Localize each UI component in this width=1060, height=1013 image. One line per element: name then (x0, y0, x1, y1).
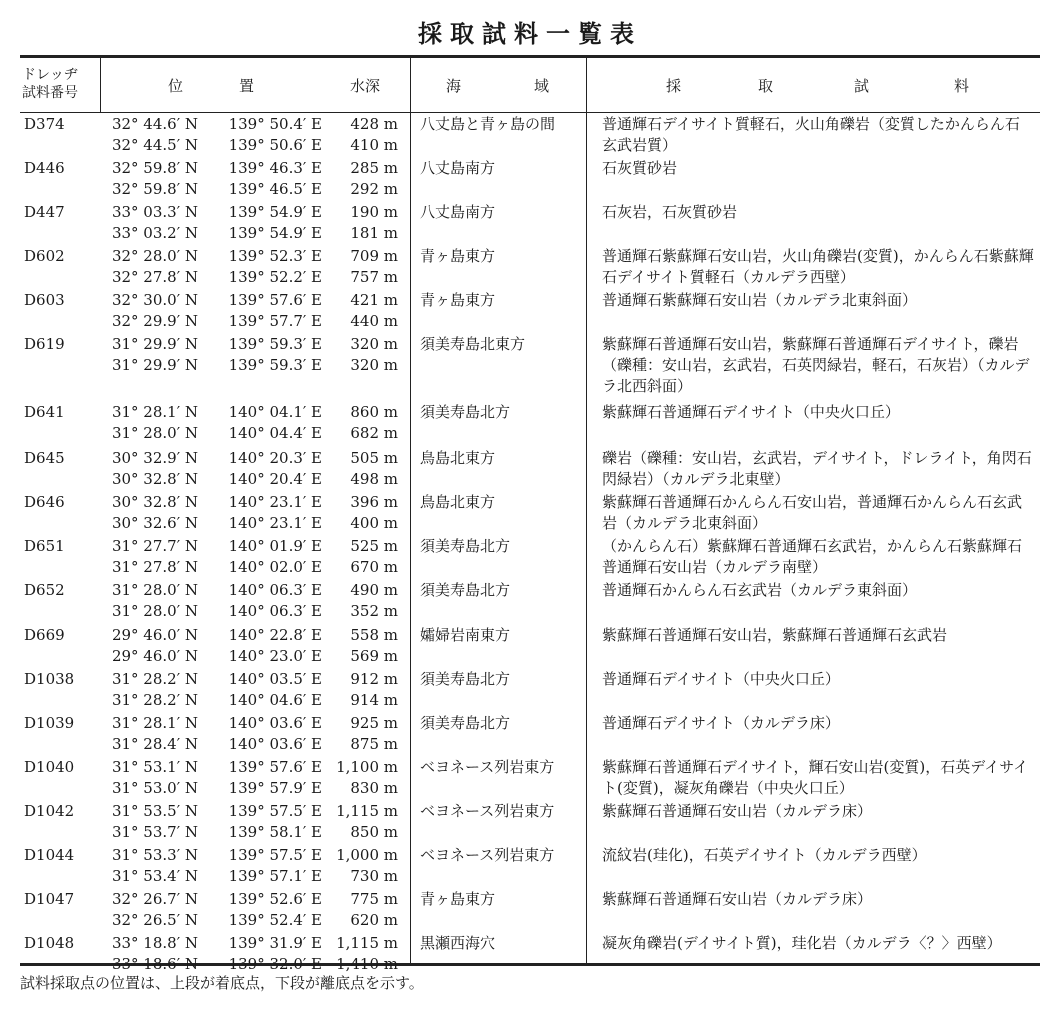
landing-depth: 860 m (350, 403, 398, 421)
landing-longitude: 139° 54.9′ E (228, 203, 322, 221)
sea-area: 孀婦岩南東方 (420, 626, 511, 644)
divider (410, 58, 411, 963)
landing-latitude: 31° 28.1′ N (111, 714, 198, 732)
sample-description: 普通輝石デイサイト質軽石，火山角礫岩（変質したかんらん石玄武岩質） (602, 115, 1020, 154)
lift-longitude: 140° 02.0′ E (228, 558, 322, 576)
lift-depth: 569 m (350, 647, 398, 665)
sample-description: 普通輝石かんらん石玄武岩（カルデラ東斜面） (602, 581, 918, 599)
landing-longitude: 140° 01.9′ E (228, 537, 322, 555)
sample-description: 流紋岩(珪化)，石英デイサイト（カルデラ西壁） (602, 846, 927, 864)
lift-latitude: 32° 26.5′ N (111, 911, 198, 929)
landing-latitude: 31° 53.1′ N (111, 758, 198, 776)
landing-latitude: 31° 27.7′ N (111, 537, 198, 555)
lift-longitude: 139° 54.9′ E (228, 224, 322, 242)
lift-latitude: 30° 32.6′ N (111, 514, 198, 532)
lift-latitude: 31° 53.7′ N (111, 823, 198, 841)
landing-longitude: 139° 57.6′ E (228, 758, 322, 776)
lift-depth: 914 m (350, 691, 398, 709)
lift-latitude: 31° 53.4′ N (111, 867, 198, 885)
lift-depth: 181 m (350, 224, 398, 242)
sample-table (20, 55, 1040, 973)
page-title: 採取試料一覧表 (418, 19, 642, 48)
dredge-id: D646 (24, 493, 65, 511)
lift-depth: 498 m (350, 470, 398, 488)
landing-longitude: 139° 52.3′ E (228, 247, 322, 265)
lift-longitude: 139° 59.3′ E (228, 356, 322, 374)
landing-latitude: 31° 28.2′ N (111, 670, 198, 688)
lift-latitude: 31° 53.0′ N (111, 779, 198, 797)
sea-area: 須美寿島北方 (420, 537, 511, 555)
sample-description: 普通輝石デイサイト（中央火口丘） (602, 670, 840, 688)
landing-latitude: 31° 53.5′ N (111, 802, 198, 820)
landing-depth: 925 m (350, 714, 398, 732)
landing-depth: 428 m (350, 115, 398, 133)
lift-longitude: 139° 52.2′ E (228, 268, 322, 286)
landing-longitude: 140° 03.5′ E (228, 670, 322, 688)
lift-depth: 410 m (350, 136, 398, 154)
lift-latitude: 32° 27.8′ N (111, 268, 198, 286)
sample-description: 石灰岩，石灰質砂岩 (602, 203, 738, 221)
dredge-id: D645 (24, 449, 65, 467)
landing-longitude: 139° 59.3′ E (228, 335, 322, 353)
lift-longitude: 140° 04.6′ E (228, 691, 322, 709)
dredge-id: D1047 (24, 890, 75, 908)
sea-area: ベヨネース列岩東方 (420, 802, 555, 820)
sea-area: 鳥島北東方 (420, 449, 496, 467)
dredge-id: D1048 (24, 934, 75, 952)
lift-latitude: 32° 44.5′ N (111, 136, 198, 154)
landing-depth: 1,115 m (336, 802, 398, 820)
lift-depth: 850 m (350, 823, 398, 841)
lift-latitude: 31° 28.0′ N (111, 424, 198, 442)
lift-depth: 830 m (350, 779, 398, 797)
header-sample-char4: 料 (954, 77, 970, 95)
landing-latitude: 32° 30.0′ N (111, 291, 198, 309)
dredge-id: D652 (24, 581, 65, 599)
lift-longitude: 139° 52.4′ E (228, 911, 322, 929)
landing-longitude: 139° 57.6′ E (228, 291, 322, 309)
sea-area: 青ヶ島東方 (420, 247, 496, 265)
dredge-id: D374 (24, 115, 65, 133)
lift-longitude: 139° 58.1′ E (228, 823, 322, 841)
lift-depth: 292 m (350, 180, 398, 198)
landing-depth: 190 m (350, 203, 398, 221)
lift-latitude: 31° 27.8′ N (111, 558, 198, 576)
landing-longitude: 140° 20.3′ E (228, 449, 322, 467)
lift-latitude: 33° 03.2′ N (111, 224, 198, 242)
landing-latitude: 29° 46.0′ N (111, 626, 198, 644)
sea-area: ベヨネース列岩東方 (420, 758, 555, 776)
header-position-char2: 置 (239, 77, 255, 95)
landing-latitude: 31° 53.3′ N (111, 846, 198, 864)
landing-latitude: 32° 26.7′ N (111, 890, 198, 908)
sea-area: 青ヶ島東方 (420, 890, 496, 908)
lift-longitude: 139° 32.0′ E (228, 955, 322, 973)
landing-longitude: 139° 57.5′ E (228, 802, 322, 820)
landing-depth: 709 m (350, 247, 398, 265)
landing-latitude: 32° 28.0′ N (111, 247, 198, 265)
lift-latitude: 32° 59.8′ N (111, 180, 198, 198)
sample-description: 凝灰角礫岩(デイサイト質)，珪化岩（カルデラ〈？〉西壁） (602, 934, 1002, 952)
lift-latitude: 33° 18.6′ N (111, 955, 198, 973)
header-sea-char2: 域 (534, 77, 550, 95)
sample-description: 紫蘇輝石普通輝石デイサイト，輝石安山岩(変質)，石英デイサイト(変質)，凝灰角礫岩（中央火口丘） (602, 758, 1029, 797)
lift-depth: 352 m (350, 602, 398, 620)
header-dredge-number (22, 66, 78, 102)
landing-longitude: 139° 46.3′ E (228, 159, 322, 177)
sea-area: 須美寿島北方 (420, 403, 511, 421)
landing-longitude: 139° 31.9′ E (228, 934, 322, 952)
sea-area: ベヨネース列岩東方 (420, 846, 555, 864)
landing-depth: 320 m (350, 335, 398, 353)
dredge-id: D1044 (24, 846, 75, 864)
landing-latitude: 32° 44.6′ N (111, 115, 198, 133)
lift-depth: 320 m (350, 356, 398, 374)
lift-depth: 670 m (350, 558, 398, 576)
sea-area: 青ヶ島東方 (420, 291, 496, 309)
landing-depth: 505 m (350, 449, 398, 467)
landing-depth: 1,000 m (336, 846, 398, 864)
dredge-id: D619 (24, 335, 65, 353)
lift-longitude: 140° 23.1′ E (228, 514, 322, 532)
sample-description: 紫蘇輝石普通輝石かんらん石安山岩，普通輝石かんらん石玄武岩（カルデラ北東斜面） (602, 493, 1023, 532)
sea-area: 須美寿島北方 (420, 714, 511, 732)
landing-longitude: 140° 22.8′ E (228, 626, 322, 644)
landing-depth: 421 m (350, 291, 398, 309)
landing-longitude: 140° 06.3′ E (228, 581, 322, 599)
lift-longitude: 139° 46.5′ E (228, 180, 322, 198)
lift-depth: 875 m (350, 735, 398, 753)
sea-area: 須美寿島北方 (420, 670, 511, 688)
landing-longitude: 140° 03.6′ E (228, 714, 322, 732)
dredge-id: D1042 (24, 802, 75, 820)
dredge-id: D446 (24, 159, 65, 177)
landing-longitude: 139° 57.5′ E (228, 846, 322, 864)
sea-area: 黒瀬西海穴 (420, 934, 496, 952)
dredge-id: D651 (24, 537, 65, 555)
lift-latitude: 31° 28.2′ N (111, 691, 198, 709)
sample-description: 礫岩（礫種：安山岩，玄武岩，デイサイト，ドレライト，角閃石閃緑岩）（カルデラ北東壁） (602, 449, 1032, 488)
header-sample-char2: 取 (758, 77, 774, 95)
lift-depth: 757 m (350, 268, 398, 286)
header-position-char1: 位 (168, 77, 184, 95)
lift-longitude: 139° 57.7′ E (228, 312, 322, 330)
landing-depth: 775 m (350, 890, 398, 908)
sample-description: （かんらん石）紫蘇輝石普通輝石玄武岩，かんらん石紫蘇輝石普通輝石安山岩（カルデラ南壁） (602, 537, 1023, 576)
footnote: 試料採取点の位置は、上段が着底点，下段が離底点を示す。 (20, 974, 424, 992)
header-position (168, 75, 254, 96)
landing-latitude: 30° 32.8′ N (111, 493, 198, 511)
landing-latitude: 30° 32.9′ N (111, 449, 198, 467)
lift-longitude: 140° 20.4′ E (228, 470, 322, 488)
lift-longitude: 140° 04.4′ E (228, 424, 322, 442)
sample-description: 普通輝石紫蘇輝石安山岩（カルデラ北東斜面） (602, 291, 918, 309)
landing-latitude: 32° 59.8′ N (111, 159, 198, 177)
lift-longitude: 140° 03.6′ E (228, 735, 322, 753)
header-dredge-line1: ドレッヂ (22, 67, 78, 83)
lift-latitude: 31° 28.4′ N (111, 735, 198, 753)
header-depth: 水深 (350, 77, 381, 95)
landing-depth: 525 m (350, 537, 398, 555)
sea-area: 八丈島南方 (420, 159, 496, 177)
sample-description: 紫蘇輝石普通輝石デイサイト（中央火口丘） (602, 403, 900, 421)
dredge-id: D669 (24, 626, 65, 644)
dredge-id: D1039 (24, 714, 75, 732)
landing-latitude: 33° 03.3′ N (111, 203, 198, 221)
lift-latitude: 30° 32.8′ N (111, 470, 198, 488)
sample-description: 紫蘇輝石普通輝石安山岩（カルデラ床） (602, 802, 873, 820)
lift-longitude: 140° 06.3′ E (228, 602, 322, 620)
sample-description: 紫蘇輝石普通輝石安山岩，紫蘇輝石普通輝石デイサイト，礫岩（礫種：安山岩，玄武岩，石英閃緑岩，軽石，石灰岩）（カルデラ北西斜面） (602, 335, 1030, 395)
header-dredge-line2: 試料番号 (22, 85, 78, 101)
dredge-id: D602 (24, 247, 65, 265)
sample-description: 普通輝石紫蘇輝石安山岩，火山角礫岩(変質)，かんらん石紫蘇輝石デイサイト質軽石（カルデラ西壁） (602, 247, 1034, 286)
header-sample-char1: 採 (666, 77, 682, 95)
header-sea-char1: 海 (446, 77, 462, 95)
lift-depth: 1,410 m (336, 955, 398, 973)
lift-depth: 682 m (350, 424, 398, 442)
lift-longitude: 139° 57.1′ E (228, 867, 322, 885)
sea-area: 鳥島北東方 (420, 493, 496, 511)
lift-latitude: 31° 28.0′ N (111, 602, 198, 620)
lift-longitude: 139° 50.6′ E (228, 136, 322, 154)
dredge-id: D1038 (24, 670, 75, 688)
landing-depth: 285 m (350, 159, 398, 177)
landing-latitude: 33° 18.8′ N (111, 934, 198, 952)
lift-depth: 440 m (350, 312, 398, 330)
landing-depth: 1,115 m (336, 934, 398, 952)
dredge-id: D603 (24, 291, 65, 309)
divider (100, 58, 101, 112)
landing-longitude: 139° 52.6′ E (228, 890, 322, 908)
lift-latitude: 29° 46.0′ N (111, 647, 198, 665)
sea-area: 須美寿島北東方 (420, 335, 526, 353)
landing-depth: 1,100 m (336, 758, 398, 776)
landing-latitude: 31° 28.0′ N (111, 581, 198, 599)
dredge-id: D1040 (24, 758, 75, 776)
sea-area: 八丈島と青ヶ島の間 (420, 115, 556, 133)
sample-description: 紫蘇輝石普通輝石安山岩，紫蘇輝石普通輝石玄武岩 (602, 626, 948, 644)
sea-area: 須美寿島北方 (420, 581, 511, 599)
lift-depth: 620 m (350, 911, 398, 929)
divider (586, 58, 587, 963)
sample-description: 紫蘇輝石普通輝石安山岩（カルデラ床） (602, 890, 873, 908)
lift-latitude: 32° 29.9′ N (111, 312, 198, 330)
landing-longitude: 140° 23.1′ E (228, 493, 322, 511)
lift-depth: 730 m (350, 867, 398, 885)
landing-depth: 912 m (350, 670, 398, 688)
sea-area: 八丈島南方 (420, 203, 496, 221)
landing-latitude: 31° 29.9′ N (111, 335, 198, 353)
landing-depth: 558 m (350, 626, 398, 644)
landing-depth: 490 m (350, 581, 398, 599)
lift-latitude: 31° 29.9′ N (111, 356, 198, 374)
sample-description: 石灰質砂岩 (602, 159, 678, 177)
dredge-id: D447 (24, 203, 65, 221)
lift-longitude: 139° 57.9′ E (228, 779, 322, 797)
lift-depth: 400 m (350, 514, 398, 532)
landing-longitude: 140° 04.1′ E (228, 403, 322, 421)
landing-longitude: 139° 50.4′ E (228, 115, 322, 133)
landing-latitude: 31° 28.1′ N (111, 403, 198, 421)
lift-longitude: 140° 23.0′ E (228, 647, 322, 665)
dredge-id: D641 (24, 403, 65, 421)
table-header (20, 58, 1040, 113)
sample-description: 普通輝石デイサイト（カルデラ床） (602, 714, 840, 732)
header-sample-char3: 試 (854, 77, 870, 95)
landing-depth: 396 m (350, 493, 398, 511)
